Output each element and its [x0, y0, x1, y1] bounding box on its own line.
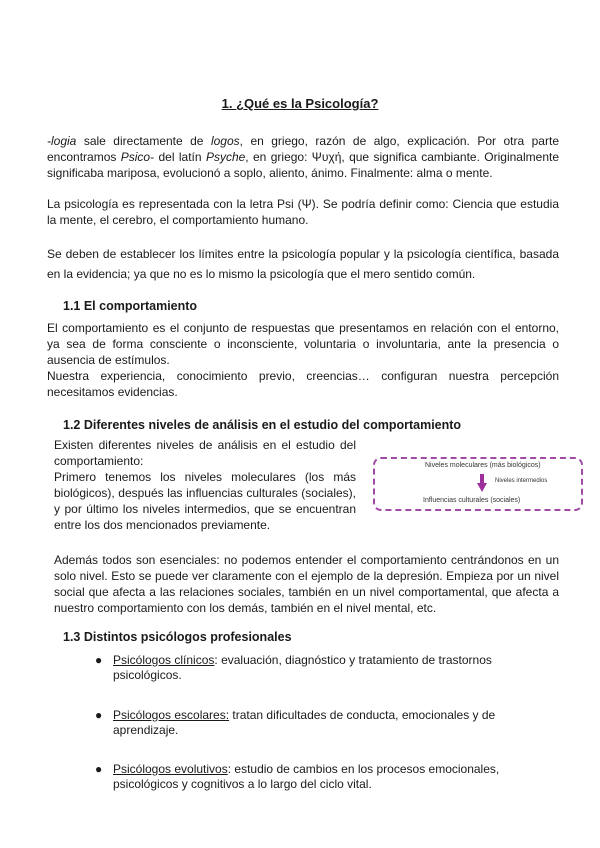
intro-line: Se deben de establecer los límites entre la psicología popular y la psicología científica, basada: [47, 247, 559, 261]
list-line: aprendizaje.: [113, 723, 179, 737]
list-item: [95, 708, 521, 738]
paragraph-line: biológicos), después las influencias culturales (sociales),: [54, 486, 356, 500]
paragraph-line: comportamiento:: [54, 454, 144, 468]
section-1-2-left-paragraph: [54, 437, 356, 533]
paragraph-line: nuestro comportamiento con los demás, también en el nivel mental, etc.: [54, 601, 437, 615]
paragraph-line: Primero tenemos los niveles moleculares (los más: [54, 470, 356, 484]
paragraph-line: entre los dos mencionados previamente.: [54, 518, 271, 532]
bullet-icon: ●: [95, 762, 103, 776]
intro-line: [47, 149, 559, 165]
section-heading-1-2: 1.2 Diferentes niveles de análisis en el estudio del comportamiento: [63, 418, 462, 432]
diagram-top-label: Niveles moleculares (más biológicos): [425, 462, 541, 469]
italic-term: Psyche: [205, 150, 246, 164]
text-run: sale directamente de: [76, 134, 211, 148]
intro-paragraph-2: [47, 196, 559, 228]
bullet-icon: ●: [95, 708, 103, 722]
intro-paragraph-3: [47, 244, 559, 284]
italic-term: -logia: [47, 134, 77, 148]
text-run: , en griego: Ψυχή, que significa cambiante. Originalmente: [245, 150, 559, 164]
list-line: psicológicos y cognitivos a lo largo del ciclo vital.: [113, 777, 372, 791]
text-run: significaba mariposa, evolucionó a soplo, aliento, ánimo. Finalmente: alma o mente.: [47, 166, 493, 180]
paragraph-line: social que afecta a las relaciones sociales, también en un nivel comportamental, que afecta a: [54, 585, 559, 599]
paragraph-line: El comportamiento es el conjunto de respuestas que presentamos en relación con el entorno,: [47, 321, 559, 335]
section-1-2-after-paragraph: [54, 552, 559, 616]
item-term: Psicólogos escolares:: [113, 708, 230, 722]
list-line: [113, 762, 521, 777]
paragraph-line: Existen diferentes niveles de análisis en el estudio del: [54, 438, 356, 452]
list-line: [113, 708, 521, 723]
text-run: encontramos: [47, 150, 121, 164]
item-term: Psicólogos evolutivos: [113, 762, 228, 776]
paragraph-line: ausencia de estímulos.: [47, 353, 170, 367]
intro-line: en la evidencia; ya que no es lo mismo la psicología que el mero sentido común.: [47, 267, 476, 281]
text-run: , en griego, razón de algo, explicación. Por otra parte: [239, 134, 559, 148]
paragraph-line: necesitamos evidencias.: [47, 385, 178, 399]
section-1-1-paragraph: [47, 320, 559, 400]
intro-line: [47, 133, 559, 149]
section-heading-1-1: 1.1 El comportamiento: [63, 299, 198, 313]
diagram-bottom-label: Influencias culturales (sociales): [423, 497, 521, 504]
italic-term: logos: [210, 134, 240, 148]
paragraph-line: y por último los niveles intermedios, que se encuentran: [54, 502, 356, 516]
item-term: Psicólogos clínicos: [113, 653, 215, 667]
item-text: evaluación, diagnóstico y tratamiento de trastornos: [217, 653, 492, 667]
levels-diagram: [373, 457, 583, 511]
item-separator: :: [214, 653, 218, 667]
item-text: estudio de cambios en los procesos emocionales,: [231, 762, 500, 776]
intro-line: [47, 165, 559, 181]
section-heading-1-3: 1.3 Distintos psicólogos profesionales: [63, 630, 292, 644]
bullet-icon: ●: [95, 653, 103, 667]
italic-term: Psico: [120, 150, 151, 164]
list-item: [95, 653, 538, 683]
list-line: [113, 653, 538, 668]
diagram-middle-label: Niveles intermedios: [495, 478, 548, 484]
paragraph-line: ya sea de forma consciente o inconsciente, voluntaria o involuntaria, ante la presencia o: [47, 337, 559, 351]
intro-line: la mente, el cerebro, el comportamiento humano.: [47, 213, 309, 227]
item-text: tratan dificultades de conducta, emocionales y de: [229, 708, 496, 722]
paragraph-line: solo nivel. Esto se puede ver claramente con el ejemplo de la depresión. Empieza por un nivel: [54, 569, 559, 583]
down-arrow-icon: [477, 474, 487, 492]
intro-paragraph-1: [47, 133, 559, 181]
intro-line: La psicología es representada con la letra Psi (Ψ). Se podría definir como: Ciencia que estudia: [47, 197, 559, 211]
list-line: psicológicos.: [113, 668, 182, 682]
page-title: 1. ¿Qué es la Psicología?: [221, 96, 379, 111]
item-separator: :: [227, 762, 232, 776]
paragraph-line: Además todos son esenciales: no podemos entender el comportamiento centrándonos en un: [54, 553, 559, 567]
paragraph-line: Nuestra experiencia, conocimiento previo, creencias… configuran nuestra percepción: [47, 369, 559, 383]
list-item: [95, 762, 521, 792]
text-run: - del latín: [150, 150, 206, 164]
